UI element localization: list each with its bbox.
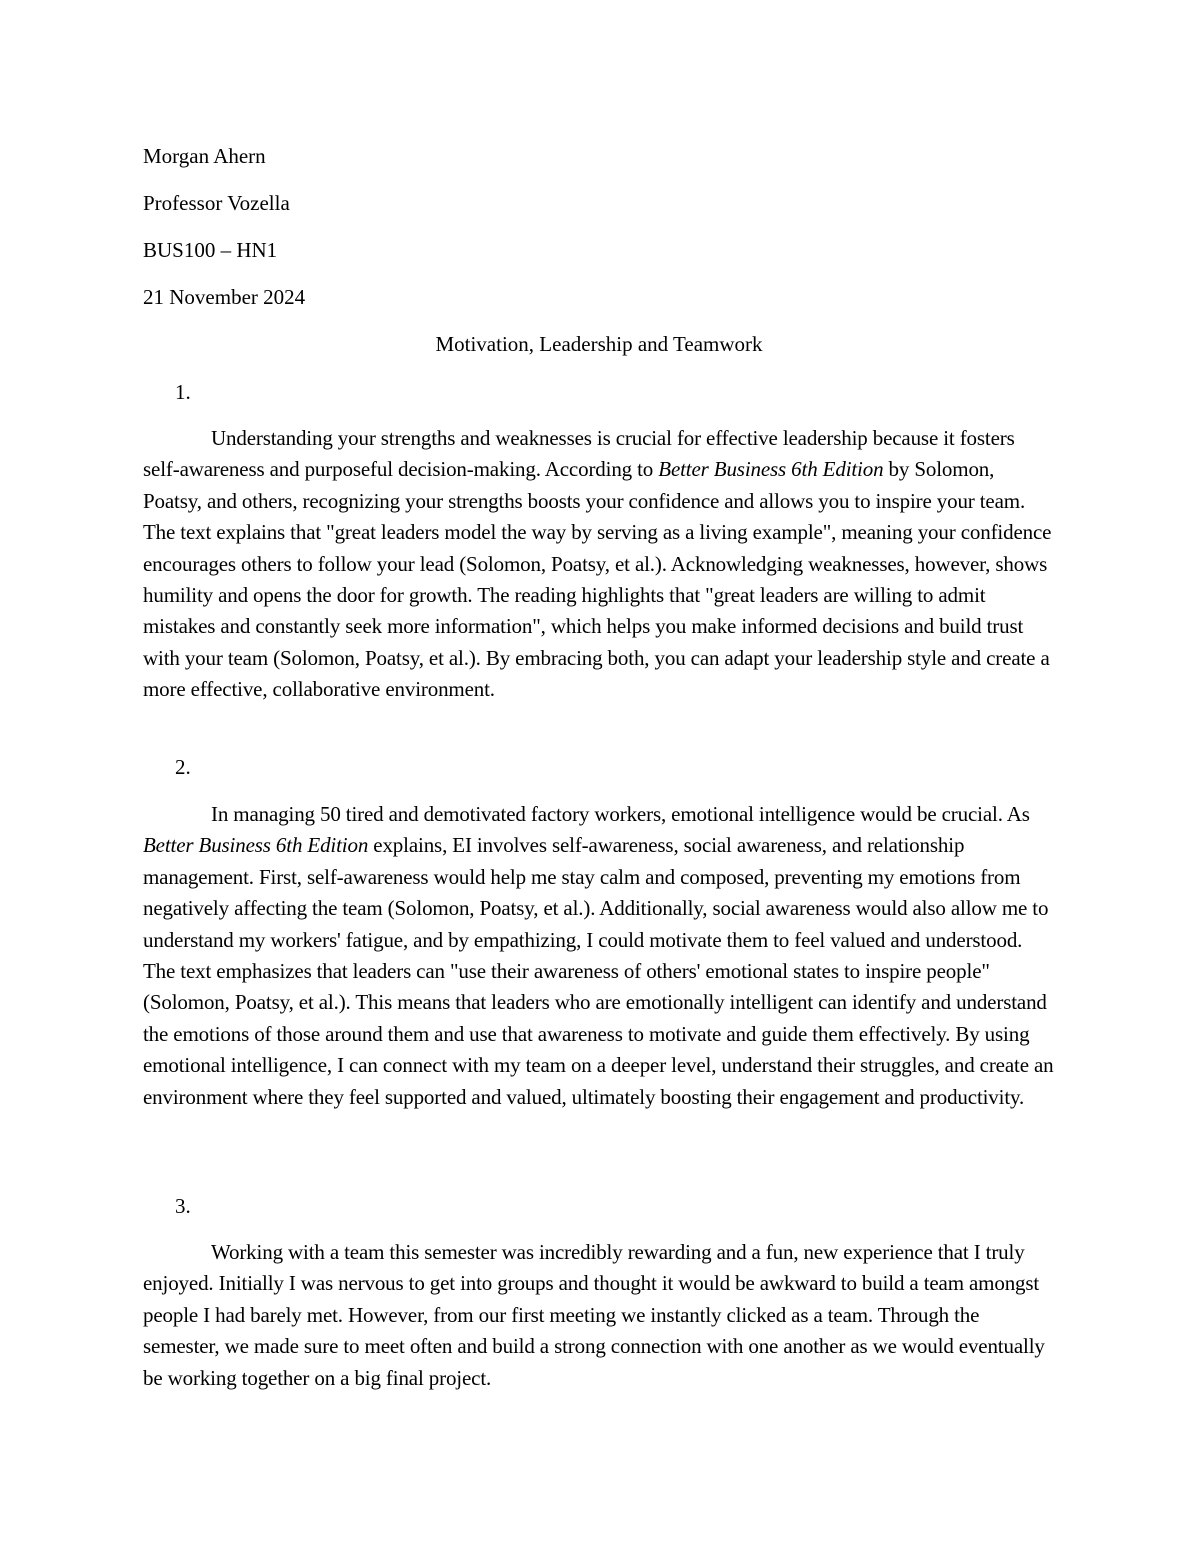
section-1-text-b: by Solomon, Poatsy, and others, recognizing your strengths boosts your confidence and allows you to inspire your team. The text explains that "great leaders model the way by serving as a living example", meaning your confidence encourages others to follow your lead (Solomon, Poatsy, et al.). Acknowledging weaknesses, however, shows humility and opens the door for growth. The reading highlights that "great leaders are willing to admit mistakes and constantly seek more information", which helps you make informed decisions and build trust with your team (Solomon, Poatsy, et al.). By embracing both, you can adapt your leadership style and create a more effective, collaborative environment.	[143, 457, 1052, 702]
document-date: 21 November 2024	[143, 285, 306, 309]
section-3-text: Working with a team this semester was incredibly rewarding and a fun, new experience that I truly enjoyed. Initially I was nervous to get into groups and thought it would be awkward to build a team amongst people I had barely met. However, from our first meeting we instantly clicked as a team. Through the semester, we made sure to meet often and build a strong connection with one another as we would eventually be working together on a big final project.	[143, 1240, 1045, 1390]
section-2-text-a: In managing 50 tired and demotivated factory workers, emotional intelligence would be crucial. As	[211, 802, 1030, 826]
section-2-book-title: Better Business 6th Edition	[143, 833, 369, 858]
section-number-3: 3.	[175, 1194, 191, 1218]
professor-name: Professor Vozella	[143, 191, 290, 215]
course-code: BUS100 – HN1	[143, 238, 278, 262]
student-name: Morgan Ahern	[143, 144, 266, 168]
section-1-text-a: Understanding your strengths and weaknesses is crucial for effective leadership because it fosters self-awareness and purposeful decision-making. According to	[143, 426, 1015, 482]
section-2-text-b: explains, EI involves self-awareness, social awareness, and relationship management. First, self-awareness would help me stay calm and composed, preventing my emotions from negatively affecting the team (Solomon, Poatsy, et al.). Additionally, social awareness would also allow me to understand my workers' fatigue, and by empathizing, I could motivate them to feel valued and understood. The text emphasizes that leaders can "use their awareness of others' emotional states to inspire people" (Solomon, Poatsy, et al.). This means that leaders who are emotionally intelligent can identify and understand the emotions of those around them and use that awareness to motivate and guide them effectively. By using emotional intelligence, I can connect with my team on a deeper level, understand their struggles, and create an environment where they feel supported and valued, ultimately boosting their engagement and productivity.	[143, 833, 1054, 1109]
section-2-paragraph	[143, 799, 1055, 1113]
section-number-2: 2.	[175, 755, 191, 779]
document-title: Motivation, Leadership and Teamwork	[435, 332, 763, 356]
section-number-1: 1.	[175, 380, 191, 404]
section-1-paragraph	[143, 423, 1055, 706]
section-1-book-title: Better Business 6th Edition	[658, 457, 884, 482]
section-3-paragraph	[143, 1237, 1055, 1394]
